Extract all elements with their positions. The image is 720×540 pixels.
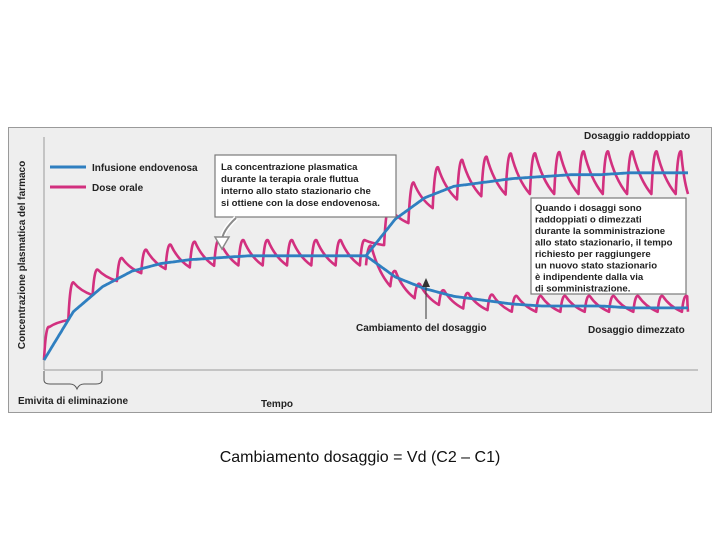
callout-right-line-5: richiesto per raggiungere — [535, 249, 651, 260]
legend-oral-label: Dose orale — [92, 183, 144, 194]
callout-dosage-change — [531, 198, 686, 295]
callout-left-line-3: interno allo stato stazionario che — [221, 186, 371, 197]
callout-right-line-1: Quando i dosaggi sono — [535, 203, 642, 214]
halved-label: Dosaggio dimezzato — [588, 325, 685, 336]
callout-right-line-8: di somministrazione. — [535, 283, 631, 295]
x-axis-label: Tempo — [261, 399, 294, 410]
callout-left-line-4: si ottiene con la dose endovenosa. — [221, 198, 380, 209]
y-axis-label: Concentrazione plasmatica del farmaco — [17, 160, 28, 350]
dosing-chart — [8, 127, 712, 413]
doubled-label: Dosaggio raddoppiato — [584, 131, 691, 142]
callout-right-line-6: un nuovo stato stazionario — [535, 260, 658, 272]
change-label: Cambiamento del dosaggio — [356, 323, 487, 334]
callout-right-line-4: allo stato stazionario, il tempo — [535, 237, 673, 249]
callout-right-line-2: raddoppiati o dimezzati — [535, 214, 642, 226]
legend-iv-label: Infusione endovenosa — [92, 163, 198, 174]
half-life-label: Emivita di eliminazione — [18, 396, 129, 407]
callout-right-line-7: è indipendente dalla via — [535, 272, 644, 283]
callout-left-line-2: durante la terapia orale fluttua — [221, 174, 359, 185]
pharmacokinetics-figure — [8, 127, 712, 413]
dosage-formula: Cambiamento dosaggio = Vd (C2 – C1) — [219, 449, 501, 466]
callout-right-line-3: durante la somministrazione — [535, 226, 666, 237]
callout-left-line-1: La concentrazione plasmatica — [221, 162, 358, 173]
